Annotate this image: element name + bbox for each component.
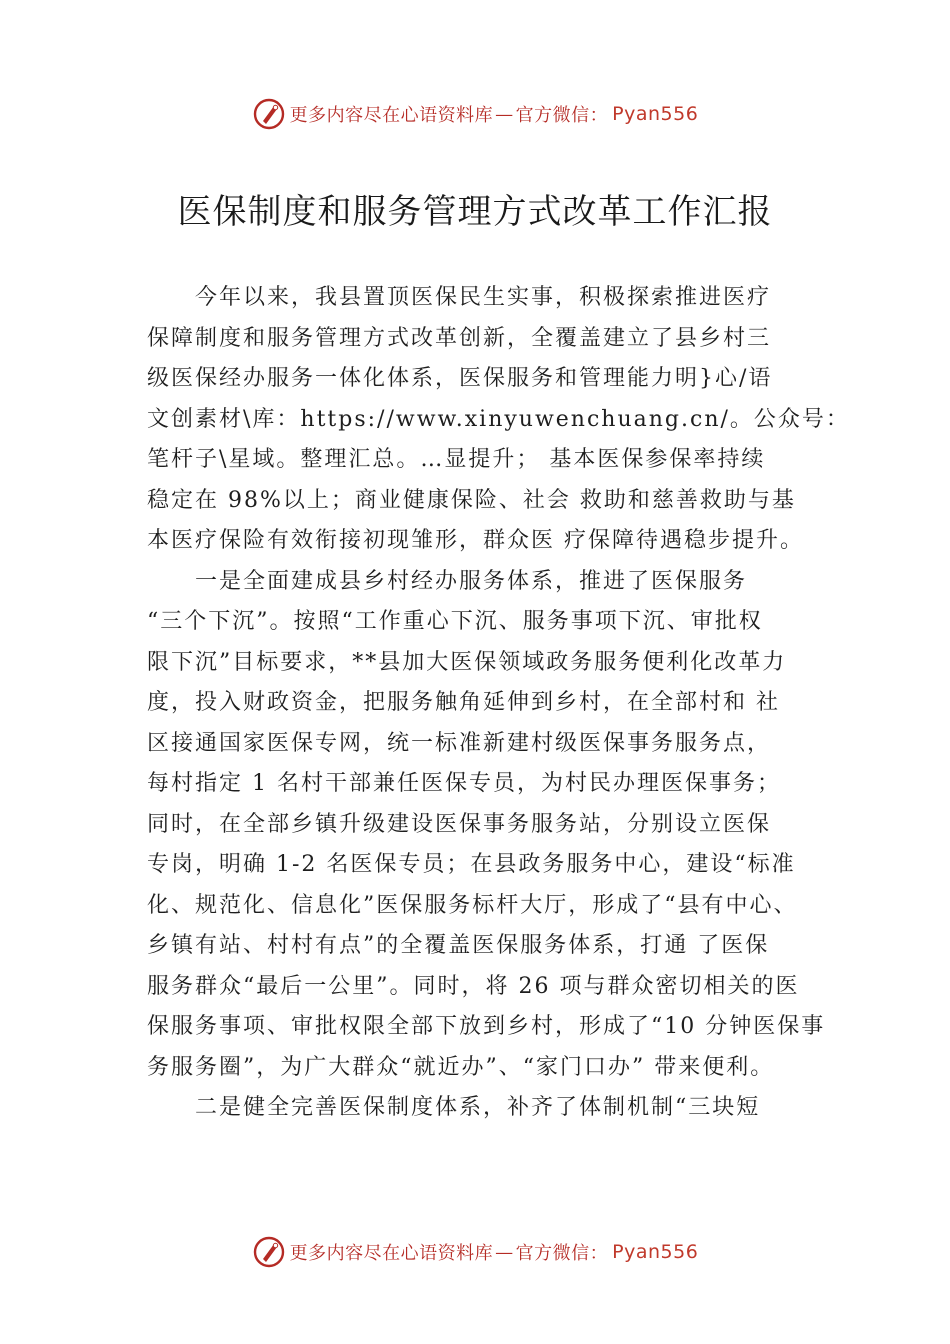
banner-wechat-label: 官方微信： — [515, 1243, 609, 1264]
body-line: 笔杆子\星域。整理汇总。…显提升； 基本医保参保率持续 — [147, 447, 766, 472]
pen-nib-logo-icon — [252, 97, 286, 131]
body-line: 化、规范化、信息化”医保服务标杆大厅，形成了“县有中心、 — [147, 892, 798, 918]
header-watermark-banner — [0, 94, 950, 134]
banner-separator: — — [495, 103, 514, 125]
body-line: 区接通国家医保专网，统一标准新建村级医保事务服务点， — [147, 730, 772, 756]
banner-brand-text: 更多内容尽在心语资料库 — [289, 105, 494, 126]
footer-watermark-banner — [0, 1232, 950, 1272]
banner-brand-text: 更多内容尽在心语资料库 — [289, 1243, 494, 1264]
banner-wechat-label: 官方微信： — [515, 105, 609, 126]
body-line: 级医保经办服务一体化体系，医保服务和管理能力明}心/语 — [147, 366, 773, 391]
body-line: 务服务圈”，为广大群众“就近办”、“家门口办” 带来便利。 — [147, 1054, 775, 1080]
body-line: 二是健全完善医保制度体系，补齐了体制机制“三块短 — [195, 1095, 761, 1120]
body-line: 一是全面建成县乡村经办服务体系，推进了医保服务 — [195, 568, 748, 594]
body-line: “三个下沉”。按照“工作重心下沉、服务事项下沉、审批权 — [147, 609, 763, 634]
body-line: 稳定在 98%以上；商业健康保险、社会 救助和慈善救助与基 — [147, 487, 796, 513]
body-line: 今年以来，我县置顶医保民生实事，积极探索推进医疗 — [195, 285, 772, 310]
document-title: 医保制度和服务管理方式改革工作汇报 — [177, 192, 773, 232]
body-line: 度，投入财政资金，把服务触角延伸到乡村，在全部村和 社 — [147, 690, 780, 715]
banner-wechat-id: Pyan556 — [612, 1241, 699, 1263]
body-line: 本医疗保险有效衔接初现雏形，群众医 疗保障待遇稳步提升。 — [147, 528, 804, 553]
body-line: 同时，在全部乡镇升级建设医保事务服务站，分别设立医保 — [147, 811, 772, 837]
pen-nib-logo-icon — [252, 1235, 286, 1269]
document-body — [147, 278, 850, 1129]
banner-wechat-id: Pyan556 — [612, 103, 699, 125]
body-line: 保服务事项、审批权限全部下放到乡村，形成了“10 分钟医保事 — [147, 1014, 826, 1039]
body-line: 保障制度和服务管理方式改革创新，全覆盖建立了县乡村三 — [147, 325, 772, 351]
body-line: 乡镇有站、村村有点”的全覆盖医保服务体系，打通 了医保 — [147, 933, 770, 958]
body-line: 限下沉”目标要求，**县加大医保领域政务服务便利化改革力 — [147, 649, 787, 675]
banner-separator: — — [495, 1241, 514, 1263]
body-line: 每村指定 1 名村干部兼任医保专员，为村民办理医保事务； — [147, 771, 781, 796]
body-line: 文创素材\库：https://www.xinyuwenchuang.cn/。公众号： — [147, 406, 850, 432]
body-line: 专岗，明确 1-2 名医保专员；在县政务服务中心，建设“标准 — [147, 852, 796, 877]
body-line: 服务群众“最后一公里”。同时，将 26 项与群众密切相关的医 — [147, 973, 800, 999]
